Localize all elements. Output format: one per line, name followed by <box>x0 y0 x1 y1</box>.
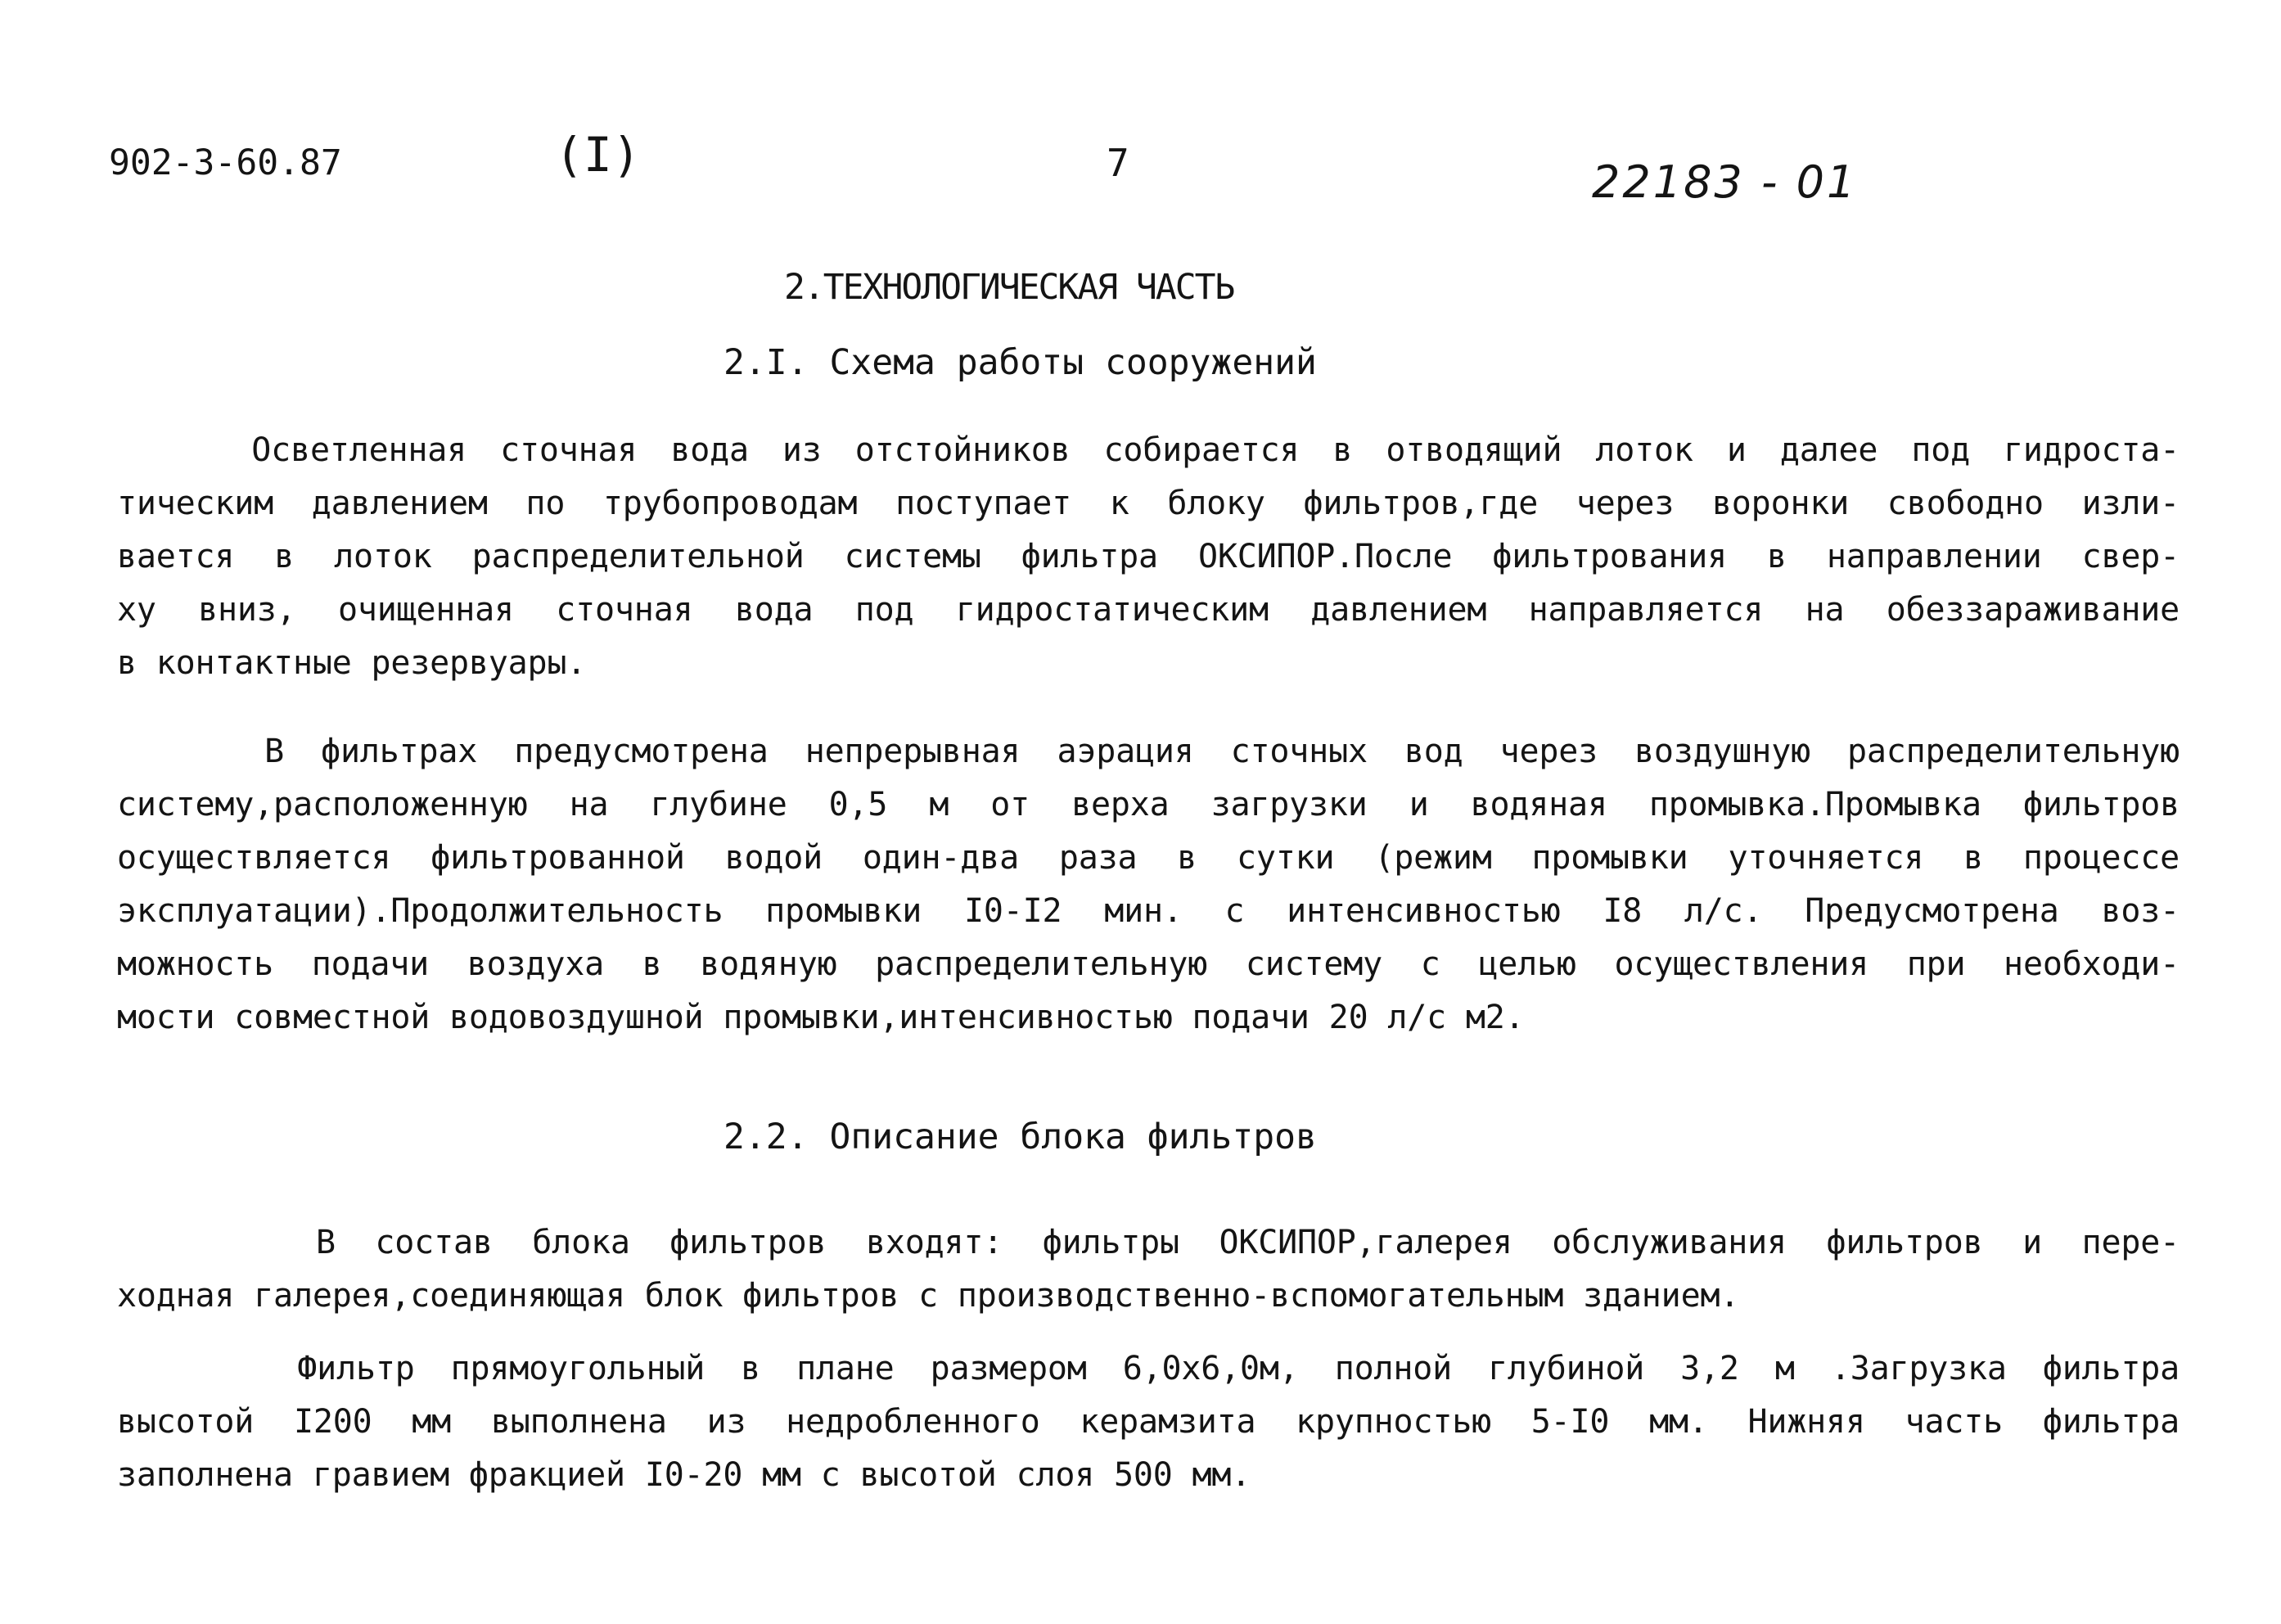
sheet-mark: (I) <box>555 127 641 183</box>
text-line: ходная галерея,соединяющая блок фильтров с производственно-вспомогательным зданием. <box>117 1277 1740 1315</box>
text-line: Осветленная сточная вода из отстойников собирается в отводящий лоток и далее под гидроста- <box>117 431 2180 469</box>
text-line: систему,расположенную на глубине 0,5 м от верха загрузки и водяная промывка.Промывка фильтров <box>117 786 2180 823</box>
text-line: в контактные резервуары. <box>117 644 587 682</box>
text-line: вается в лоток распределительной системы фильтра ОКСИПОР.После фильтрования в направлении свер- <box>117 538 2180 575</box>
paragraph-filter-dimensions <box>117 1342 2180 1502</box>
text-line: Фильтр прямоугольный в плане размером 6,0х6,0м, полной глубиной 3,2 м .Загрузка фильтра <box>117 1350 2180 1387</box>
page-number: 7 <box>1107 141 1129 185</box>
text-line: осуществляется фильтрованной водой один-два раза в сутки (режим промывки уточняется в процессе <box>117 839 2180 877</box>
paragraph-aeration-washing <box>117 725 2180 1044</box>
text-line: эксплуатации).Продолжительность промывки I0-I2 мин. с интенсивностью I8 л/с. Предусмотрена воз- <box>117 892 2180 930</box>
section-title: 2.ТЕХНОЛОГИЧЕСКАЯ ЧАСТЬ <box>784 267 1234 308</box>
document-code: 902-3-60.87 <box>109 142 342 183</box>
paragraph-block-composition <box>117 1216 2180 1323</box>
subsection-title-2-2: 2.2. Описание блока фильтров <box>724 1116 1317 1157</box>
inventory-number: 22183 - 01 <box>1592 156 1858 208</box>
text-line: высотой I200 мм выполнена из недробленного керамзита крупностью 5-I0 мм. Нижняя часть фильтра <box>117 1403 2180 1441</box>
text-line: В фильтрах предусмотрена непрерывная аэрация сточных вод через воздушную распределительную <box>117 733 2180 770</box>
text-line: заполнена гравием фракцией I0-20 мм с высотой слоя 500 мм. <box>117 1456 1251 1494</box>
subsection-title-2-1: 2.I. Схема работы сооружений <box>724 342 1317 383</box>
text-line: мости совместной водовоздушной промывки,интенсивностью подачи 20 л/с м2. <box>117 999 1525 1036</box>
text-line: ху вниз, очищенная сточная вода под гидростатическим давлением направляется на обеззараживание <box>117 591 2180 629</box>
paragraph-scheme-description <box>117 424 2180 690</box>
text-line: В состав блока фильтров входят: фильтры ОКСИПОР,галерея обслуживания фильтров и пере- <box>117 1224 2180 1261</box>
text-line: можность подачи воздуха в водяную распределительную систему с целью осуществления при необходи- <box>117 945 2180 983</box>
text-line: тическим давлением по трубопроводам поступает к блоку фильтров,где через воронки свободно изли- <box>117 485 2180 522</box>
